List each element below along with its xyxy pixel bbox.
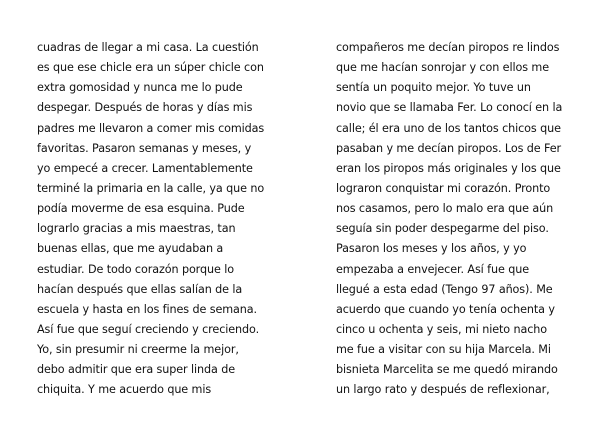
- right-text-column: [336, 38, 574, 401]
- text-line: despegar. Después de horas y días mis: [37, 101, 253, 115]
- text-line: debo admitir que era super linda de: [37, 363, 235, 377]
- text-line: hacían después que ellas salían de la: [37, 282, 243, 296]
- text-line: buenas ellas, que me ayudaban a: [37, 242, 224, 256]
- text-line: lograron conquistar mi corazón. Pronto: [336, 181, 551, 195]
- text-line: chiquita. Y me acuerdo que mis: [37, 383, 212, 397]
- text-line: escuela y hasta en los fines de semana.: [37, 302, 257, 316]
- text-line: extra gomosidad y nunca me lo pude: [37, 81, 243, 95]
- text-line: un largo rato y después de reflexionar,: [336, 383, 550, 397]
- text-line: lograrlo gracias a mis maestras, tan: [37, 222, 236, 236]
- text-line: Pasaron los meses y los años, y yo: [336, 242, 527, 256]
- text-line: llegué a esta edad (Tengo 97 años). Me: [336, 282, 553, 296]
- text-line: yo empecé a crecer. Lamentablemente: [37, 161, 253, 175]
- text-line: acuerdo que cuando yo tenía ochenta y: [336, 302, 555, 316]
- text-line: terminé la primaria en la calle, ya que no: [37, 181, 265, 195]
- text-line: Así fue que seguí creciendo y creciendo.: [37, 322, 260, 336]
- text-line: novio que se llamaba Fer. Lo conocí en la: [336, 101, 563, 115]
- left-text-column: [37, 38, 285, 401]
- text-line: sentía un poquito mejor. Yo tuve un: [336, 81, 531, 95]
- text-line: me fue a visitar con su hija Marcela. Mi: [336, 343, 551, 357]
- text-line: que me hacían sonrojar y con ellos me: [336, 61, 549, 75]
- text-line: podía moverme de esa esquina. Pude: [37, 202, 245, 216]
- text-line: pasaban y me decían piropos. Los de Fer: [336, 141, 562, 155]
- text-line: eran los piropos más originales y los que: [336, 161, 561, 175]
- text-line: empezaba a envejecer. Así fue que: [336, 262, 529, 276]
- text-line: estudiar. De todo corazón porque lo: [37, 262, 234, 276]
- text-line: cinco u ochenta y seis, mi nieto nacho: [336, 322, 548, 336]
- text-line: calle; él era uno de los tantos chicos que: [336, 121, 561, 135]
- text-line: bisnieta Marcelita se me quedó mirando: [336, 363, 558, 377]
- text-line: compañeros me decían piropos re lindos: [336, 41, 560, 54]
- text-line: seguía sin poder despegarme del piso.: [336, 222, 549, 236]
- text-line: favoritas. Pasaron semanas y meses, y: [37, 141, 252, 155]
- text-line: cuadras de llegar a mi casa. La cuestión: [37, 41, 259, 54]
- text-line: Yo, sin presumir ni creerme la mejor,: [37, 343, 239, 357]
- text-line: padres me llevaron a comer mis comidas: [37, 121, 265, 135]
- text-line: es que ese chicle era un súper chicle con: [37, 61, 264, 75]
- text-line: nos casamos, pero lo malo era que aún: [336, 202, 554, 216]
